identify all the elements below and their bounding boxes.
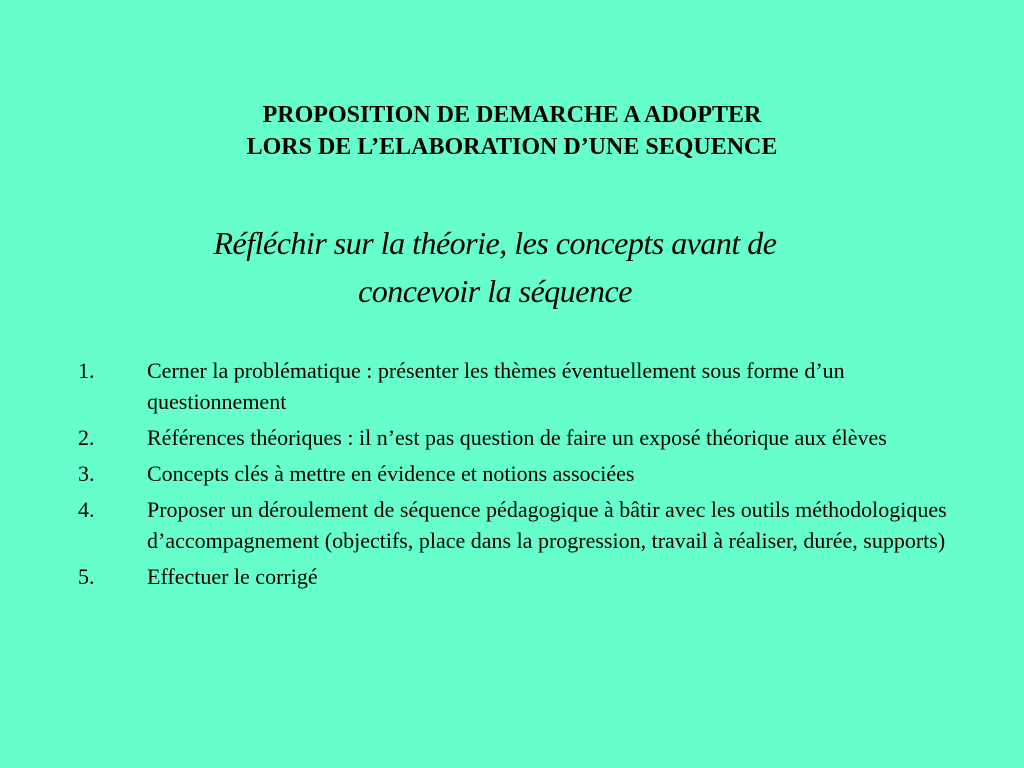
list-item-text: Cerner la problématique : présenter les thèmes éventuellement sous forme d’un questionnement [147, 358, 845, 414]
list-item-text: Effectuer le corrigé [147, 564, 318, 589]
slide-title [0, 99, 1024, 163]
list-item-number: 4. [78, 497, 95, 522]
list-item [78, 561, 958, 592]
slide-subtitle-line-1: Réfléchir sur la théorie, les concepts avant de [213, 225, 777, 261]
list-item-text: Références théoriques : il n’est pas question de faire un exposé théorique aux élèves [147, 425, 887, 450]
steps-list [78, 355, 958, 597]
list-item [78, 422, 958, 453]
slide-subtitle [150, 219, 840, 315]
list-item-text: Concepts clés à mettre en évidence et notions associées [147, 461, 635, 486]
list-item-number: 5. [78, 564, 95, 589]
list-item-number: 3. [78, 461, 95, 486]
list-item [78, 355, 958, 417]
list-item-number: 1. [78, 358, 95, 383]
list-item-text: Proposer un déroulement de séquence pédagogique à bâtir avec les outils méthodologiques d’accompagnement (objectifs, place dans la progression, travail à réaliser, durée, supports) [147, 497, 947, 553]
slide-title-line-1: PROPOSITION DE DEMARCHE A ADOPTER [262, 102, 762, 128]
list-item [78, 494, 958, 556]
list-item [78, 458, 958, 489]
slide-title-line-2: LORS DE L’ELABORATION D’UNE SEQUENCE [246, 134, 778, 160]
slide-subtitle-line-2: concevoir la séquence [358, 273, 632, 309]
list-item-number: 2. [78, 425, 95, 450]
